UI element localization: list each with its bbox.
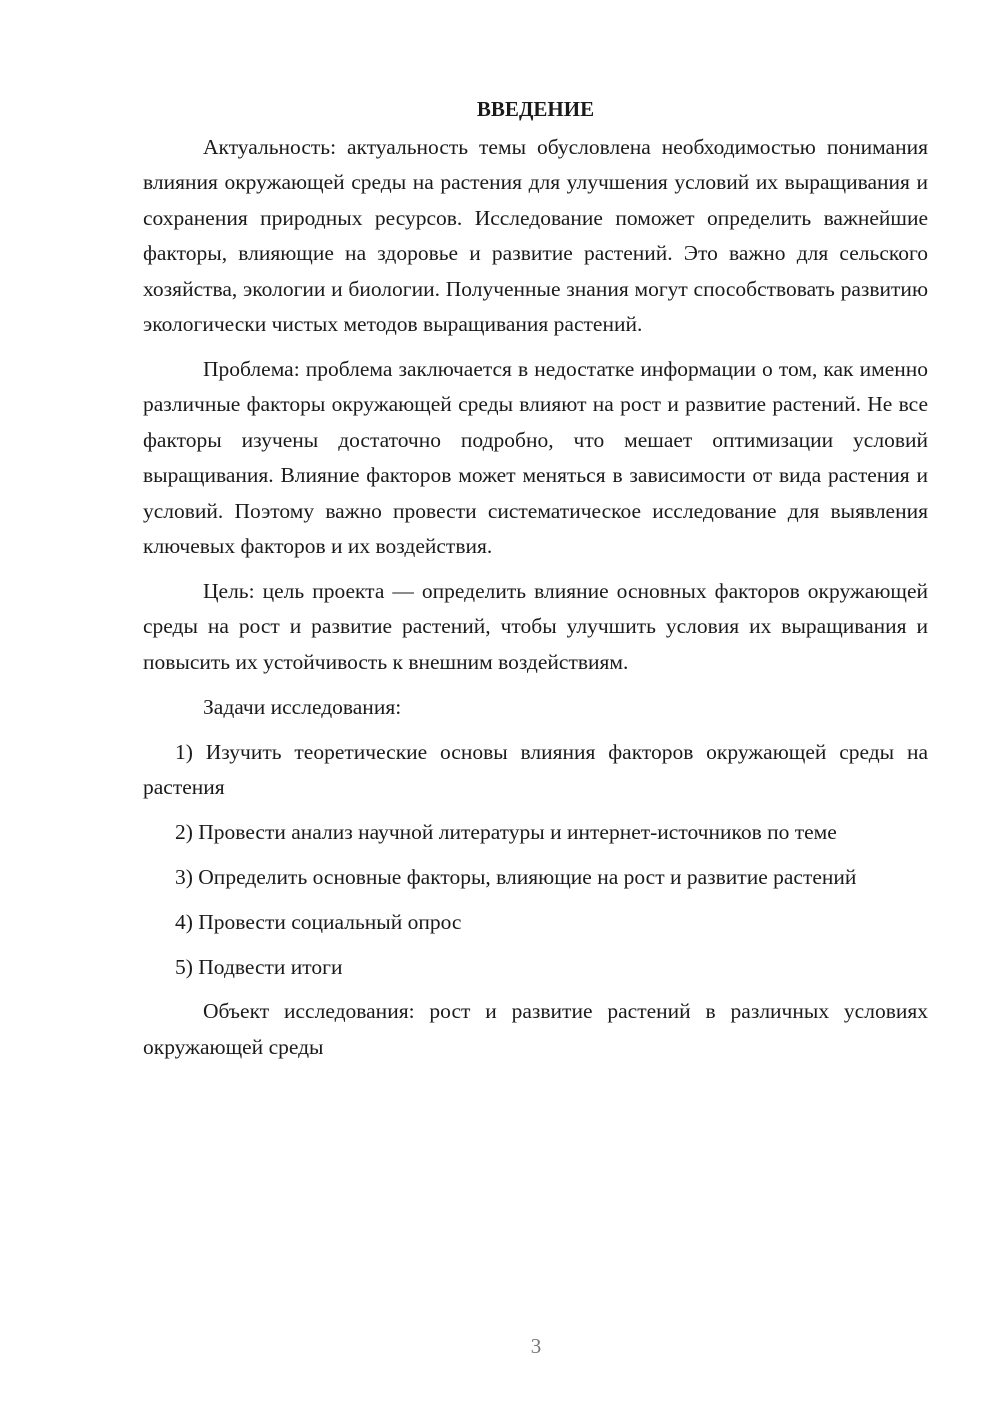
paragraph-relevance: Актуальность: актуальность темы обусловлена необходимостью понимания влияния окружающей среды на растения для улучшения условий их выращивания и сохранения природных ресурсов. Исследование поможет определить важнейшие факторы, влияющие на здоровье и развитие растений. Это важно для сельского хозяйства, экологии и биологии. Полученные знания могут способствовать развитию экологически чистых методов выращивания растений. <box>143 135 928 337</box>
tasks-title: Задачи исследования: <box>203 694 402 719</box>
paragraph-goal: Цель: цель проекта — определить влияние основных факторов окружающей среды на рост и развитие растений, чтобы улучшить условия их выращивания и повысить их устойчивость к внешним воздействиям. <box>143 578 928 674</box>
task-item-1: 1) Изучить теоретические основы влияния факторов окружающей среды на растения <box>143 739 928 799</box>
page-number: 3 <box>530 1334 542 1358</box>
section-heading: ВВЕДЕНИЕ <box>476 97 595 121</box>
task-item-2: 2) Провести анализ научной литературы и интернет-источников по теме <box>175 819 837 844</box>
document-page <box>143 92 928 1075</box>
paragraph-problem: Проблема: проблема заключается в недостатке информации о том, как именно различные факторы окружающей среды влияют на рост и развитие растений. Не все факторы изучены достаточно подробно, что мешает оптимизации условий выращивания. Влияние факторов может меняться в зависимости от вида растения и условий. Поэтому важно провести систематическое исследование для выявления ключевых факторов и их воздействия. <box>143 356 928 558</box>
task-item-5: 5) Подвести итоги <box>175 954 343 979</box>
paragraph-object: Объект исследования: рост и развитие растений в различных условиях окружающей среды <box>143 999 928 1059</box>
task-item-4: 4) Провести социальный опрос <box>175 909 462 934</box>
task-item-3: 3) Определить основные факторы, влияющие на рост и развитие растений <box>175 864 857 889</box>
